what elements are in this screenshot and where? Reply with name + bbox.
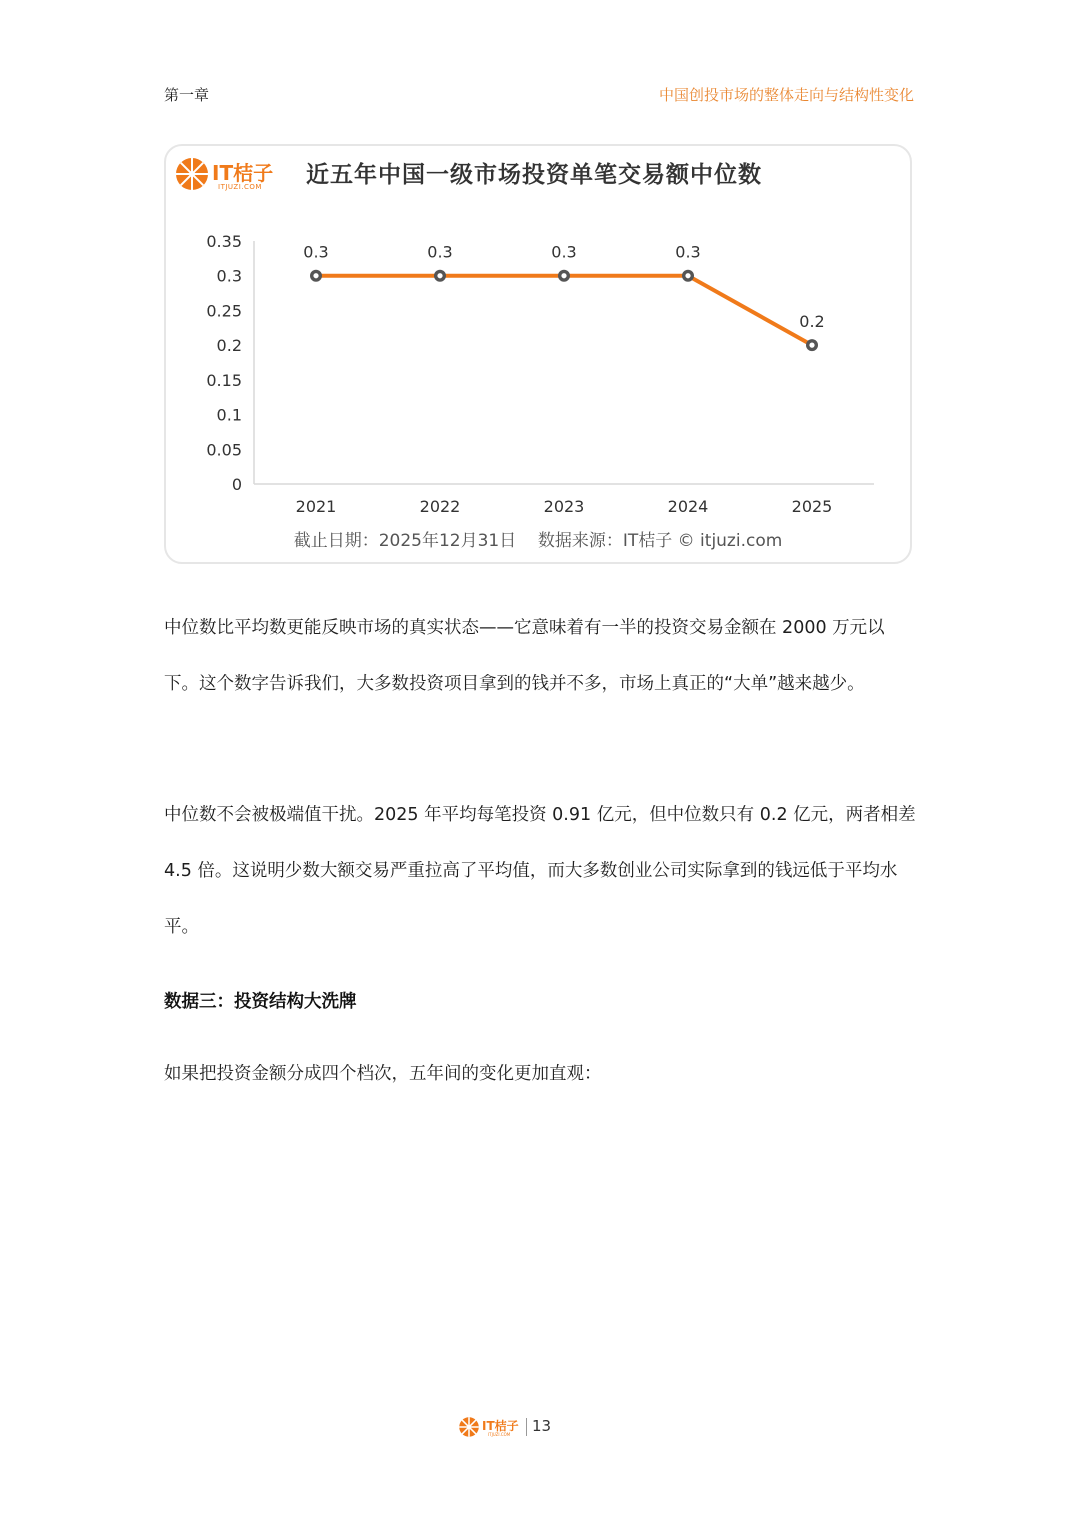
data-point-center — [437, 273, 442, 278]
logo-brand-text: IT桔子 — [212, 161, 274, 185]
chart-footnote: 截止日期：2025年12月31日 数据来源：IT桔子 © itjuzi.com — [293, 531, 783, 551]
section-header: 中国创投市场的整体走向与结构性变化 — [658, 86, 914, 104]
data-point-center — [685, 273, 690, 278]
y-tick-label: 0.05 — [206, 440, 242, 460]
chart-card — [164, 144, 912, 564]
section-heading: 数据三：投资结构大洗牌 — [164, 992, 357, 1012]
data-point-center — [313, 273, 318, 278]
data-label: 0.3 — [551, 242, 577, 262]
page-number: 13 — [532, 1417, 552, 1435]
footer-brand-text: IT桔子 — [482, 1419, 519, 1433]
data-point-center — [561, 273, 566, 278]
series-line — [316, 276, 812, 345]
y-tick-label: 0.35 — [206, 232, 242, 251]
y-tick-label: 0 — [231, 475, 242, 494]
paragraph-median-vs-mean: 中位数不会被极端值干扰。2025 年平均每笔投资 0.91 亿元，但中位数只有 0.2 亿元，两者相差 4.5 倍。这说明少数大额交易严重拉高了平均值，而大多数创业公司实际拿到的钱远低于平均水平。 — [164, 805, 916, 937]
orange-slice-icon — [458, 1416, 480, 1438]
line-chart — [166, 146, 914, 566]
x-tick-label: 2023 — [543, 497, 585, 516]
chart-title: 近五年中国一级市场投资单笔交易额中位数 — [306, 162, 762, 188]
page-footer — [458, 1414, 578, 1442]
data-label: 0.2 — [799, 312, 825, 332]
x-tick-label: 2022 — [419, 497, 461, 516]
y-tick-label: 0.25 — [206, 301, 242, 321]
data-label: 0.3 — [675, 242, 701, 262]
y-tick-label: 0.1 — [216, 405, 242, 425]
footer-domain-text: ITJUZI.COM — [488, 1432, 511, 1437]
footer-divider — [526, 1418, 527, 1436]
y-tick-label: 0.2 — [216, 336, 242, 356]
y-tick-label: 0.3 — [216, 266, 242, 286]
paragraph-median-explanation: 中位数比平均数更能反映市场的真实状态——它意味着有一半的投资交易金额在 2000 万元以下。这个数字告诉我们，大多数投资项目拿到的钱并不多，市场上真正的“大单”越来越少。 — [164, 618, 885, 694]
chapter-label: 第一章 — [164, 86, 210, 104]
logo-domain-text: ITJUZI.COM — [218, 183, 262, 191]
paragraph-investment-tiers: 如果把投资金额分成四个档次，五年间的变化更加直观： — [164, 1064, 602, 1084]
y-tick-label: 0.15 — [206, 370, 242, 390]
data-label: 0.3 — [303, 242, 329, 262]
x-tick-label: 2025 — [791, 497, 833, 516]
x-tick-label: 2021 — [295, 497, 337, 516]
data-label: 0.3 — [427, 242, 453, 262]
data-point-center — [809, 343, 814, 348]
x-tick-label: 2024 — [667, 497, 709, 516]
